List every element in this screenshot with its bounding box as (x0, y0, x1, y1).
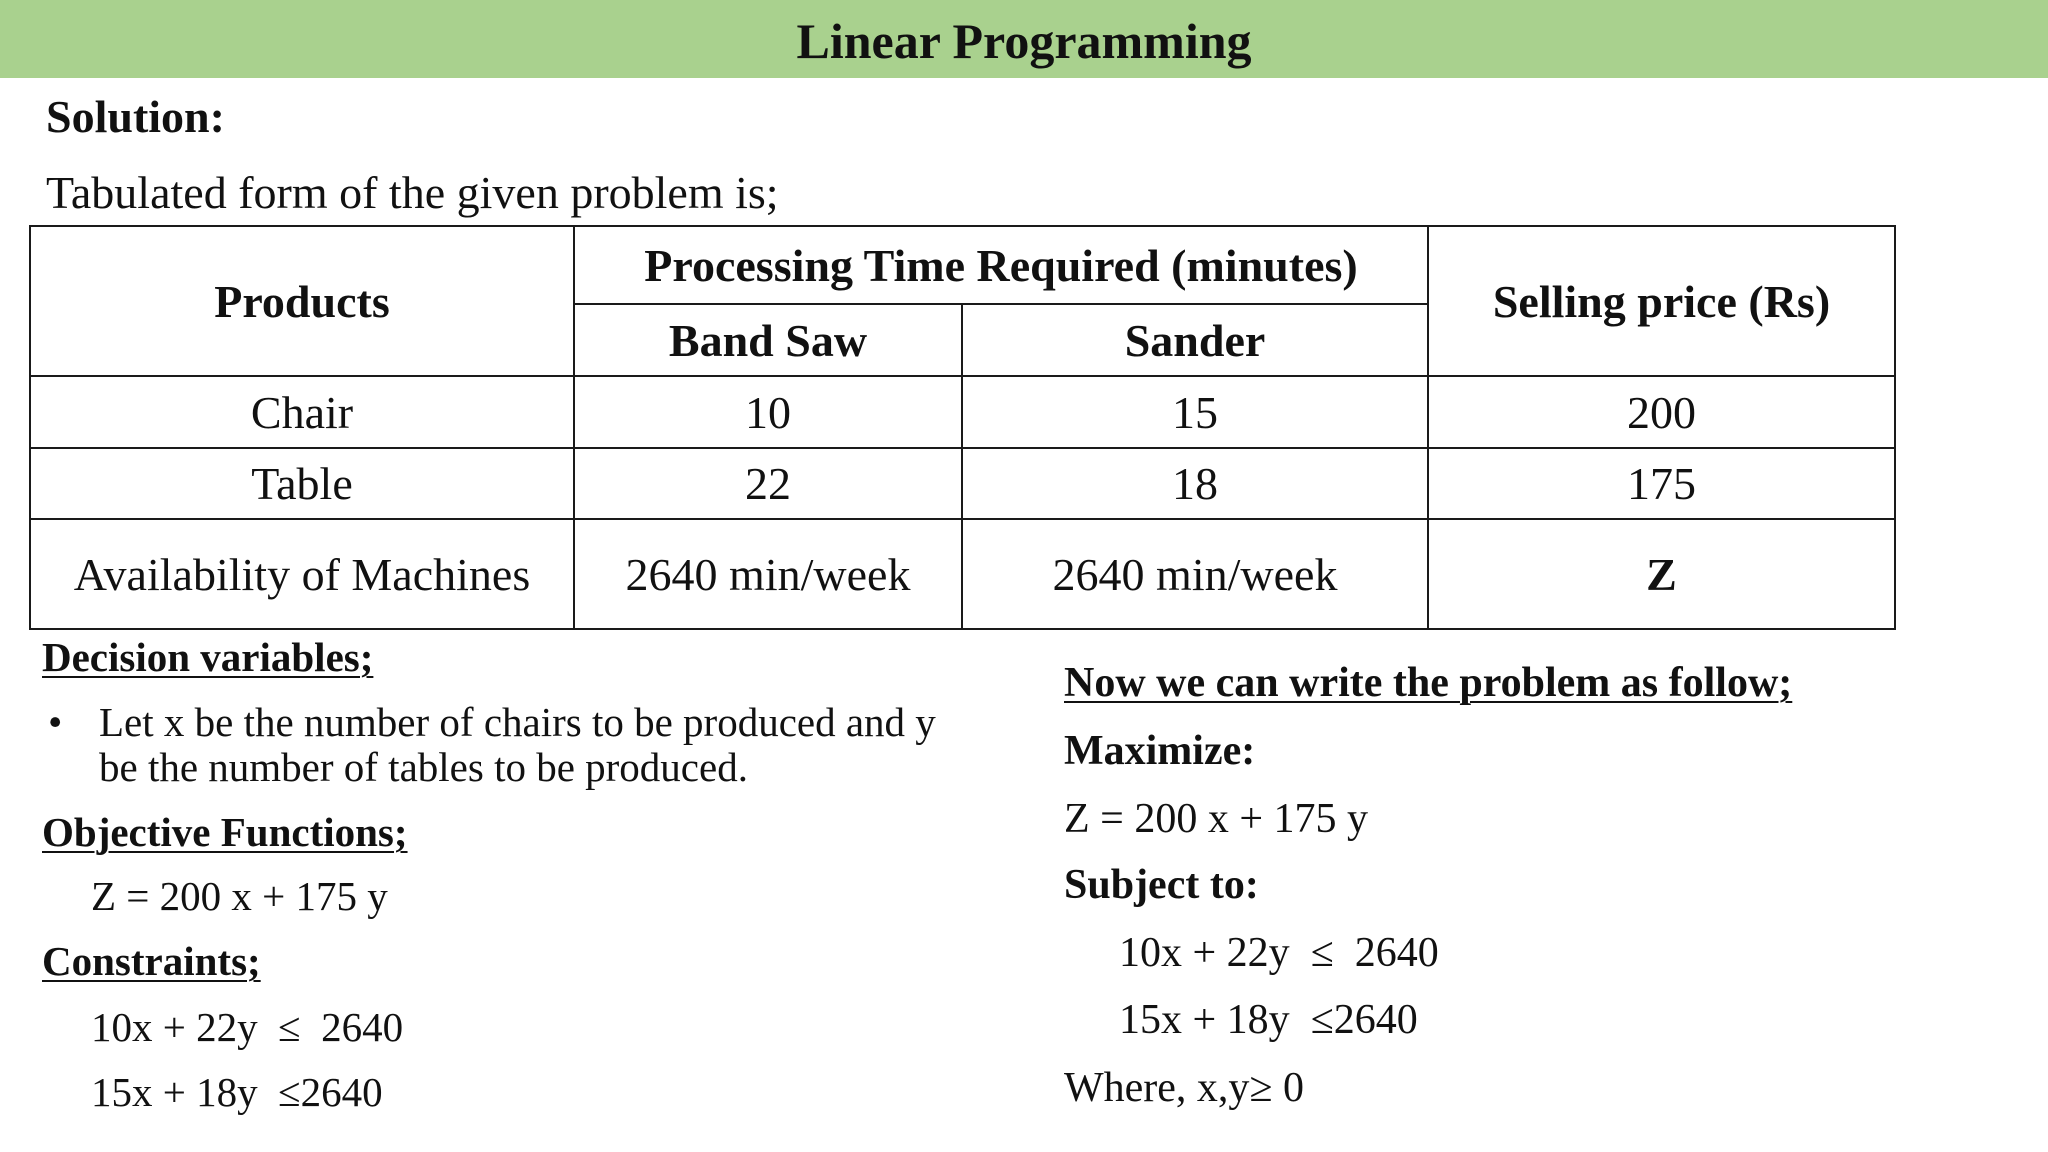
decision-variables-heading: Decision variables; (42, 634, 374, 680)
constraint-2: 15x + 18y ≤2640 (91, 1069, 383, 1115)
subject-to-label: Subject to: (1064, 862, 1259, 908)
slide-title: Linear Programming (796, 13, 1252, 69)
cell-sander: 2640 min/week (962, 519, 1428, 629)
cell-product: Chair (30, 376, 574, 448)
non-negativity-condition: Where, x,y≥ 0 (1064, 1065, 1304, 1111)
table-row-availability (30, 519, 1895, 629)
table-row (30, 376, 1895, 448)
formulation-heading: Now we can write the problem as follow; (1064, 660, 1793, 706)
objective-functions-heading: Objective Functions; (42, 809, 408, 855)
cell-product: Availability of Machines (30, 519, 574, 629)
decision-text-line-2: be the number of tables to be produced. (99, 744, 748, 790)
cell-band-saw: 10 (574, 376, 962, 448)
intro-text: Tabulated form of the given problem is; (46, 167, 779, 218)
cell-band-saw: 22 (574, 448, 962, 519)
header-processing-time: Processing Time Required (minutes) (574, 226, 1428, 304)
cell-price: 200 (1428, 376, 1895, 448)
cell-price: 175 (1428, 448, 1895, 519)
cell-product: Table (30, 448, 574, 519)
formulation-constraint-2: 15x + 18y ≤2640 (1119, 997, 1418, 1043)
formulation-objective: Z = 200 x + 175 y (1064, 796, 1369, 842)
bullet-icon: • (48, 699, 63, 745)
constraints-heading: Constraints; (42, 938, 261, 984)
formulation-constraint-1: 10x + 22y ≤ 2640 (1119, 930, 1439, 976)
header-selling-price: Selling price (Rs) (1428, 226, 1895, 376)
cell-price: Z (1428, 519, 1895, 629)
cell-sander: 18 (962, 448, 1428, 519)
header-sander: Sander (962, 304, 1428, 376)
cell-sander: 15 (962, 376, 1428, 448)
header-band-saw: Band Saw (574, 304, 962, 376)
header-products: Products (30, 226, 574, 376)
table-row (30, 448, 1895, 519)
objective-function: Z = 200 x + 175 y (91, 873, 388, 919)
title-bar (0, 0, 2048, 78)
decision-text-line-1: Let x be the number of chairs to be produced and y (99, 699, 936, 745)
solution-label: Solution: (46, 91, 225, 142)
cell-band-saw: 2640 min/week (574, 519, 962, 629)
table-header-row (30, 226, 1895, 304)
problem-table (29, 225, 1896, 630)
constraint-1: 10x + 22y ≤ 2640 (91, 1004, 404, 1050)
maximize-label: Maximize: (1064, 728, 1256, 774)
